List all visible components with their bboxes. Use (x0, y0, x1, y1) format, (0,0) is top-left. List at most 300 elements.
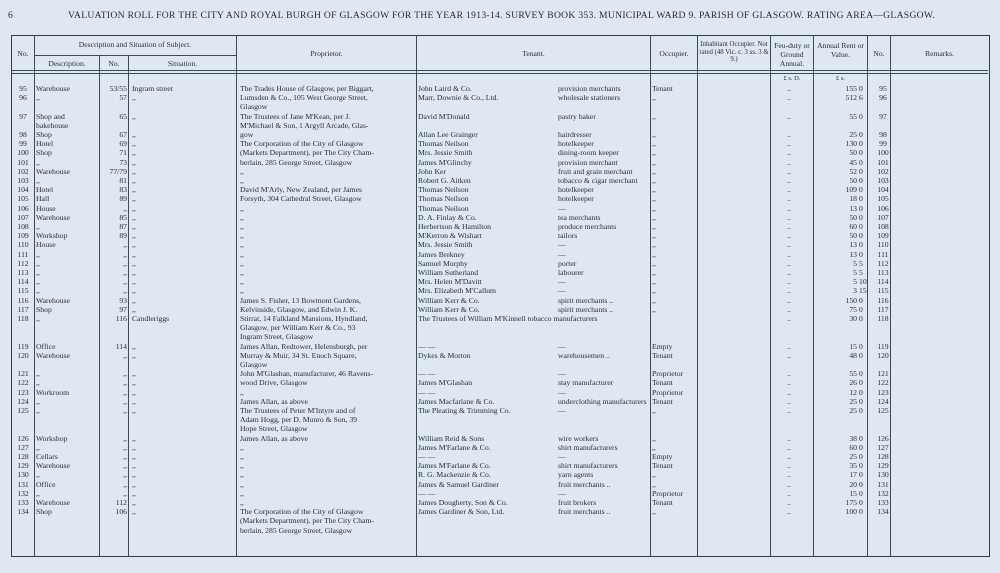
row-tenant: James M'Glinchy (418, 157, 472, 167)
row-occupier: Tenant (652, 350, 673, 360)
row-description: Shop and (36, 111, 65, 121)
row-description: Warehouse (36, 212, 70, 222)
row-rent-shillings: 15 (859, 286, 867, 296)
row-situation: ,, (132, 185, 136, 195)
row-feu-duty: .. (787, 498, 791, 507)
row-number: ,, (123, 203, 127, 213)
row-feu-duty: .. (787, 240, 791, 250)
table-row (12, 84, 988, 93)
row-situation: ,, (132, 166, 136, 176)
header-rule-double (11, 73, 988, 74)
row-number: 73 (119, 157, 127, 167)
row-occupier: ,, (652, 130, 656, 139)
row-rent-pounds: 13 (849, 240, 857, 250)
row-no: 121 (17, 369, 29, 379)
row-number: ,, (123, 369, 127, 379)
row-occupier: Tenant (652, 461, 673, 471)
row-proprietor: The Trustees of Jane M'Kean, per J. (240, 111, 351, 121)
row-proprietor: ,, (240, 461, 244, 471)
row-occupation: porter (558, 258, 577, 268)
row-proprietor: ,, (240, 231, 244, 241)
row-rent-pounds: 30 (849, 314, 857, 323)
row-description: House (36, 240, 56, 250)
row-rent-pounds: 52 (849, 166, 857, 176)
table-row (12, 240, 988, 249)
row-no-right: 113 (877, 268, 889, 277)
table-row (12, 213, 988, 222)
table-row (12, 388, 988, 397)
row-occupier: Tenant (652, 396, 673, 406)
row-rent-pounds: 60 (849, 222, 857, 231)
row-no: 102 (17, 166, 29, 176)
row-description: ,, (36, 268, 40, 277)
row-rent-shillings: 0 (859, 295, 863, 305)
row-proprietor: James Allan, Redtower, Helensburgh, per (240, 341, 368, 351)
header-situation: Situation. (167, 59, 198, 68)
row-situation: ,, (132, 378, 136, 388)
row-description: Cellars (36, 452, 58, 461)
row-feu-duty: .. (787, 488, 791, 498)
row-number: ,, (123, 470, 127, 480)
row-no: 111 (17, 249, 29, 259)
row-situation: ,, (132, 258, 136, 268)
row-feu-duty: .. (787, 479, 791, 489)
row-no-right: 106 (877, 203, 889, 213)
row-rent-pounds: 25 (849, 130, 857, 139)
row-situation: ,, (132, 295, 136, 305)
row-situation: ,, (132, 249, 136, 259)
row-tenant: Allan Lee Grainger (418, 130, 478, 139)
row-occupier: ,, (652, 249, 656, 259)
row-occupation: warehousemen .. (558, 350, 610, 360)
row-occupation: labourer (558, 268, 584, 277)
row-tenant: John Laird & Co. (418, 84, 472, 93)
page-number: 6 (8, 10, 14, 21)
row-occupier: ,, (652, 286, 656, 296)
row-no-right: 110 (877, 240, 889, 250)
row-rent-shillings: 0 (859, 479, 863, 489)
row-no: 114 (17, 277, 29, 287)
table-row (12, 121, 988, 130)
row-occupation: hairdresser (558, 130, 592, 139)
row-rent-pounds: 75 (849, 304, 857, 314)
table-row (12, 231, 988, 240)
row-tenant: William Kerr & Co. (418, 295, 480, 305)
row-situation: ,, (132, 157, 136, 167)
row-occupier: Tenant (652, 498, 673, 507)
row-number: 116 (115, 314, 127, 323)
row-no: 119 (17, 341, 29, 351)
row-proprietor: ,, (240, 479, 244, 489)
row-description: Workroom (36, 387, 70, 397)
row-no: 134 (17, 507, 29, 517)
row-tenant: — — (418, 488, 436, 498)
row-description: ,, (36, 222, 40, 231)
row-rent-shillings: 0 (859, 157, 863, 167)
row-situation: ,, (132, 130, 136, 139)
row-tenant: Dykes & Morton (418, 350, 471, 360)
row-rent-pounds: 512 (845, 93, 857, 103)
row-feu-duty: .. (787, 304, 791, 314)
row-rent-pounds: 18 (849, 194, 857, 204)
row-proprietor: ,, (240, 176, 244, 185)
row-tenant: Thomas Neilson (418, 139, 469, 149)
row-rent-shillings: 0 (859, 314, 863, 323)
row-no-right: 105 (877, 194, 889, 204)
row-number: ,, (123, 433, 127, 443)
row-occupation: hotelkeeper (558, 185, 594, 195)
table-row (12, 443, 988, 452)
row-no-right: 101 (877, 157, 889, 167)
row-no: 96 (19, 93, 27, 103)
row-rent-pounds: 5 (853, 258, 857, 268)
row-no: 118 (17, 314, 29, 323)
row-rent-pounds: 12 (849, 387, 857, 397)
row-rent-shillings: 0 (859, 387, 863, 397)
table-row (12, 360, 988, 369)
row-rent-pounds: 35 (849, 461, 857, 471)
row-no: 116 (17, 295, 29, 305)
row-no-right: 115 (877, 286, 889, 296)
row-number: ,, (123, 488, 127, 498)
header-occupier: Occupier. (659, 49, 689, 58)
table-row (12, 461, 988, 470)
row-no: 127 (17, 442, 29, 452)
row-tenant: James Brekney (418, 249, 465, 259)
row-no-right: 127 (877, 442, 889, 452)
table-row (12, 185, 988, 194)
row-proprietor: Lumsden & Co., 105 West George Street, (240, 93, 368, 103)
row-occupier: ,, (652, 148, 656, 158)
row-proprietor: wood Drive, Glasgow (240, 378, 308, 388)
row-no-right: 130 (877, 470, 889, 480)
row-rent-shillings: 0 (859, 176, 863, 185)
row-no-right: 114 (877, 277, 889, 287)
table-row (12, 489, 988, 498)
row-number: ,, (123, 452, 127, 461)
row-feu-duty: .. (787, 378, 791, 388)
row-occupier: ,, (652, 194, 656, 204)
row-feu-duty: .. (787, 93, 791, 103)
table-row (12, 480, 988, 489)
row-number: ,, (123, 258, 127, 268)
row-proprietor: John M'Glashan, manufacturer, 46 Ravens- (240, 369, 374, 379)
row-description: Office (36, 479, 56, 489)
row-feu-duty: .. (787, 341, 791, 351)
row-proprietor: Adam Hogg, per D. Munro & Son, 39 (240, 415, 358, 425)
row-rent-shillings: 0 (859, 212, 863, 222)
row-proprietor: Hope Street, Glasgow (240, 424, 308, 434)
row-feu-duty: .. (787, 185, 791, 195)
row-description: Hotel (36, 185, 54, 195)
row-number: ,, (123, 240, 127, 250)
row-occupation: — (558, 203, 566, 213)
row-description: ,, (36, 286, 40, 296)
row-no: 100 (17, 148, 29, 158)
row-proprietor: ,, (240, 166, 244, 176)
row-occupier: ,, (652, 277, 656, 287)
row-rent-shillings: 0 (859, 185, 863, 195)
table-row (12, 470, 988, 479)
row-no: 95 (19, 84, 27, 93)
row-rent-pounds: 3 (853, 286, 857, 296)
row-feu-duty: .. (787, 461, 791, 471)
table-row (12, 397, 988, 406)
row-rent-shillings: 0 (859, 396, 863, 406)
row-rent-shillings: 0 (859, 194, 863, 204)
table-row (12, 498, 988, 507)
row-tenant: James & Samuel Gardiner (418, 479, 499, 489)
row-no: 105 (17, 194, 29, 204)
row-occupier: ,, (652, 406, 656, 415)
row-rent-pounds: 50 (849, 176, 857, 185)
row-proprietor: The Trustees of Peter M'Intyre and of (240, 406, 356, 415)
row-occupation: spirit merchants .. (558, 304, 614, 314)
row-no-right: 126 (877, 433, 889, 443)
row-tenant: Thomas Neilson (418, 194, 469, 204)
row-rent-pounds: 13 (849, 249, 857, 259)
row-feu-duty: .. (787, 452, 791, 461)
row-occupier: Empty (652, 452, 673, 461)
row-occupation: — (558, 277, 566, 287)
row-occupation: — (558, 452, 566, 461)
row-description: House (36, 203, 56, 213)
row-no-right: 97 (879, 111, 887, 121)
row-occupation: — (558, 488, 566, 498)
row-proprietor: ,, (240, 258, 244, 268)
row-feu-duty: .. (787, 148, 791, 158)
row-description: Warehouse (36, 350, 70, 360)
row-no-right: 129 (877, 461, 889, 471)
rent-units: £ s. (835, 75, 846, 82)
row-occupation: tea merchants (558, 212, 601, 222)
row-no: 104 (17, 185, 29, 195)
row-rent-shillings: 0 (859, 341, 863, 351)
row-no-right: 124 (877, 396, 889, 406)
row-rent-shillings: 0 (859, 111, 863, 121)
row-feu-duty: .. (787, 139, 791, 149)
row-tenant: — — (418, 369, 436, 379)
row-feu-duty: .. (787, 84, 791, 93)
row-occupier: Proprietor (652, 488, 684, 498)
table-row (12, 148, 988, 157)
row-situation: Candleriggs (132, 314, 170, 323)
row-proprietor: M'Michael & Son, 1 Argyll Arcade, Glas- (240, 120, 369, 130)
header-inhabitant-occupier: Inhabitant Occupier. Not rated (48 Vic. c. 3 ss. 3 & 9.) (699, 41, 769, 64)
row-number: 83 (119, 185, 127, 195)
row-occupier: ,, (652, 240, 656, 250)
row-no-right: 116 (877, 295, 889, 305)
table-row (12, 314, 988, 323)
row-number: 97 (119, 304, 127, 314)
row-occupier: Tenant (652, 378, 673, 388)
row-rent-pounds: 5 (853, 277, 857, 287)
row-feu-duty: .. (787, 369, 791, 379)
row-proprietor: Stirrat, 14 Falkland Mansions, Hyndland, (240, 314, 368, 323)
row-tenant: Thomas Neilson (418, 203, 469, 213)
row-no: 124 (17, 396, 29, 406)
table-row (12, 130, 988, 139)
row-tenant: James Gardiner & Son, Ltd. (418, 507, 505, 517)
row-proprietor: gow (240, 130, 254, 139)
row-situation: ,, (132, 286, 136, 296)
row-situation: ,, (132, 479, 136, 489)
row-occupation: produce merchants (558, 222, 617, 231)
row-proprietor: ,, (240, 249, 244, 259)
row-number: 112 (115, 498, 127, 507)
row-proprietor: (Markets Department), per The City Cham- (240, 148, 374, 158)
row-number: ,, (123, 396, 127, 406)
table-row (12, 516, 988, 525)
row-description: ,, (36, 258, 40, 268)
table-row (12, 286, 988, 295)
row-rent-shillings: 0 (859, 452, 863, 461)
table-row (12, 369, 988, 378)
row-rent-shillings: 0 (859, 507, 863, 517)
row-occupier: ,, (652, 470, 656, 480)
table-row (12, 424, 988, 433)
row-description: Warehouse (36, 295, 70, 305)
row-occupation: tobacco & cigar merchant (558, 176, 638, 185)
table-row (12, 139, 988, 148)
row-number: ,, (123, 461, 127, 471)
row-rent-shillings: 0 (859, 84, 863, 93)
row-number: 114 (115, 341, 127, 351)
row-occupier: ,, (652, 304, 656, 314)
row-proprietor: James Allan, as above (240, 396, 308, 406)
table-row (12, 259, 988, 268)
row-description: Shop (36, 507, 52, 517)
row-no-right: 132 (877, 488, 889, 498)
row-rent-pounds: 48 (849, 350, 857, 360)
row-situation: ,, (132, 350, 136, 360)
row-no: 112 (17, 258, 29, 268)
row-feu-duty: .. (787, 212, 791, 222)
row-description: ,, (36, 277, 40, 287)
table-row (12, 194, 988, 203)
row-occupation: provision merchants (558, 84, 621, 93)
header-description-group: Description and Situation of Subject. (78, 40, 192, 49)
row-rent-pounds: 175 (845, 498, 857, 507)
header-no-right: No. (873, 49, 885, 58)
row-situation: ,, (132, 194, 136, 204)
row-description: ,, (36, 470, 40, 480)
row-feu-duty: .. (787, 442, 791, 452)
row-tenant: James Macfarlane & Co. (418, 396, 495, 406)
row-no-right: 109 (877, 231, 889, 241)
row-proprietor: Murray & Muir, 34 St. Enoch Square, (240, 350, 357, 360)
row-feu-duty: .. (787, 203, 791, 213)
row-rent-pounds: 45 (849, 157, 857, 167)
row-no: 99 (19, 139, 27, 149)
header-rule (11, 70, 988, 71)
row-tenant: Mrs. Helen M'Davitt (418, 277, 482, 287)
row-occupation: — (558, 249, 566, 259)
row-rent-pounds: 5 (853, 268, 857, 277)
row-occupation: hotelkeeper (558, 139, 594, 149)
row-no: 109 (17, 231, 29, 241)
row-situation: ,, (132, 461, 136, 471)
row-occupation: — (558, 286, 566, 296)
row-occupier: Empty (652, 341, 673, 351)
row-proprietor: ,, (240, 470, 244, 480)
row-occupier: ,, (652, 157, 656, 167)
row-proprietor: ,, (240, 222, 244, 231)
row-description: Office (36, 341, 56, 351)
table-row (12, 250, 988, 259)
row-number: 106 (115, 507, 127, 517)
row-no-right: 131 (877, 479, 889, 489)
row-proprietor: Glasgow (240, 360, 268, 369)
row-occupier: ,, (652, 258, 656, 268)
row-occupation: — (558, 387, 566, 397)
row-occupier: Proprietor (652, 369, 684, 379)
row-number: 93 (119, 295, 127, 305)
row-description: bakehouse (36, 120, 69, 130)
table-row (12, 415, 988, 424)
row-situation: Ingram street (132, 84, 173, 93)
row-proprietor: The Corporation of the City of Glasgow (240, 139, 364, 149)
row-proprietor: ,, (240, 212, 244, 222)
row-occupier: Tenant (652, 84, 673, 93)
row-no: 103 (17, 176, 29, 185)
row-description: ,, (36, 249, 40, 259)
row-proprietor: ,, (240, 387, 244, 397)
row-rent-pounds: 55 (849, 111, 857, 121)
row-rent-shillings: 5 (859, 258, 863, 268)
row-rent-pounds: 25 (849, 452, 857, 461)
row-tenant: The Pleating & Trimming Co. (418, 406, 511, 415)
row-tenant: D. A. Finlay & Co. (418, 212, 477, 222)
row-proprietor: berlain, 285 George Street, Glasgow (240, 157, 353, 167)
row-no: 128 (17, 452, 29, 461)
row-number: ,, (123, 268, 127, 277)
row-no: 132 (17, 488, 29, 498)
table-row (12, 526, 988, 535)
row-description: ,, (36, 93, 40, 103)
row-no-right: 102 (877, 166, 889, 176)
row-occupation: tailors (558, 231, 578, 241)
row-no-right: 133 (877, 498, 889, 507)
row-occupation: — (558, 341, 566, 351)
row-occupier: ,, (652, 222, 656, 231)
row-no: 106 (17, 203, 29, 213)
row-proprietor: (Markets Department), per The City Cham- (240, 516, 374, 526)
row-tenant: William Reid & Sons (418, 433, 485, 443)
row-description: ,, (36, 488, 40, 498)
row-tenant: John Ker (418, 166, 446, 176)
row-tenant: The Trustees of William M'Kinnell tobacco manufacturers (418, 314, 598, 323)
row-no: 97 (19, 111, 27, 121)
row-rent-shillings: 0 (859, 406, 863, 415)
row-description: ,, (36, 314, 40, 323)
row-rent-shillings: 0 (859, 166, 863, 176)
header-no: No. (17, 49, 29, 58)
row-feu-duty: .. (787, 286, 791, 296)
page-title: VALUATION ROLL FOR THE CITY AND ROYAL BURGH OF GLASGOW FOR THE YEAR 1913-14. SURVEY BOOK 353. MUNICIPAL WARD 9. PARISH OF GLASGOW. RATING AREA—GLASGOW. (68, 10, 936, 21)
row-occupier: ,, (652, 212, 656, 222)
row-situation: ,, (132, 488, 136, 498)
row-occupier: ,, (652, 93, 656, 103)
row-rent-pounds: 50 (849, 231, 857, 241)
row-feu-duty: .. (787, 507, 791, 517)
row-no: 107 (17, 212, 29, 222)
row-rent-shillings: 0 (859, 231, 863, 241)
row-description: ,, (36, 176, 40, 185)
row-occupation: fruit and grain merchant (558, 166, 633, 176)
row-rent-pounds: 25 (849, 406, 857, 415)
row-description: Shop (36, 304, 52, 314)
